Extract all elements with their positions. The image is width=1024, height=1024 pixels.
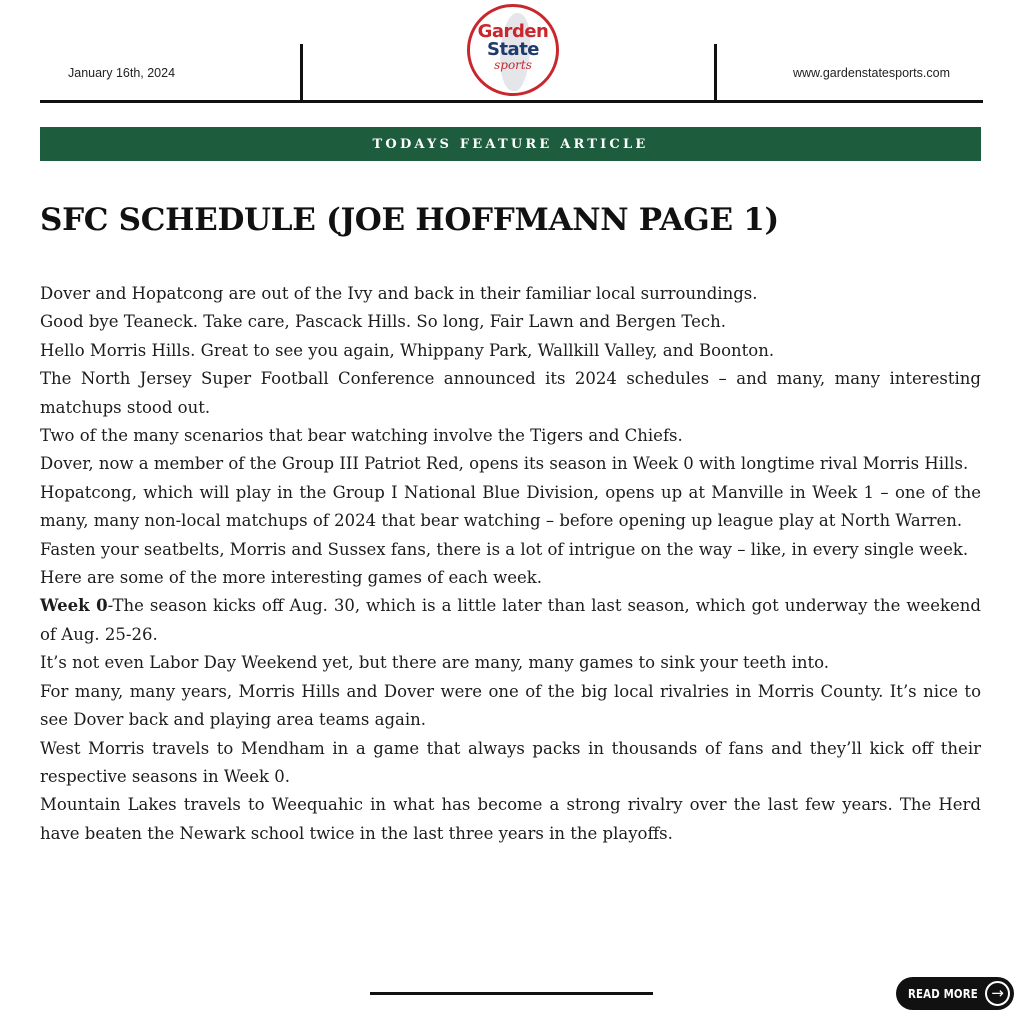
article-body: [40, 280, 981, 848]
paragraph-text: Two of the many scenarios that bear watching involve the Tigers and Chiefs.: [40, 426, 683, 446]
paragraph-text: For many, many years, Morris Hills and Dover were one of the big local rivalries in Morris County. It’s nice to see Dover back and playing area teams again.: [40, 681, 981, 730]
paragraph-text: Dover, now a member of the Group III Patriot Red, opens its season in Week 0 with longtime rival Morris Hills.: [40, 454, 969, 474]
garden-state-sports-logo[interactable]: [467, 4, 559, 96]
article-paragraph: [40, 649, 981, 677]
paragraph-text: It’s not even Labor Day Weekend yet, but there are many, many games to sink your teeth into.: [40, 653, 830, 673]
masthead-divider-left: [300, 44, 303, 102]
article-headline: SFC SCHEDULE (JOE HOFFMANN PAGE 1): [40, 202, 779, 238]
article-paragraph: [40, 536, 981, 564]
paragraph-text: Mountain Lakes travels to Weequahic in what has become a strong rivalry over the last few years. The Herd have beaten the Newark school twice in the last three years in the playoffs.: [40, 795, 981, 843]
paragraph-text: Here are some of the more interesting games of each week.: [40, 568, 543, 588]
logo-line-3: sports: [494, 58, 532, 72]
paragraph-text: Fasten your seatbelts, Morris and Sussex fans, there is a lot of intrigue on the way – like, in every single week.: [40, 539, 969, 559]
publish-date: January 16th, 2024: [68, 66, 176, 80]
paragraph-text: West Morris travels to Mendham in a game that always packs in thousands of fans and they’ll kick off their respective seasons in Week 0.: [40, 738, 981, 786]
article-paragraph: [40, 735, 981, 792]
paragraph-text: The North Jersey Super Football Conference announced its 2024 schedules – and many, many interesting matchups stood out.: [40, 369, 981, 417]
article-paragraph: [40, 308, 981, 336]
feature-banner: [40, 127, 981, 161]
read-more-button[interactable]: [896, 977, 1014, 1010]
article-paragraph: [40, 450, 981, 478]
read-more-label: READ MORE: [908, 986, 978, 1001]
feature-banner-label: TODAYS FEATURE ARTICLE: [372, 136, 649, 152]
article-paragraph: [40, 422, 981, 450]
article-paragraph: [40, 678, 981, 735]
masthead-rule: [40, 100, 983, 103]
article-paragraph: [40, 365, 981, 422]
paragraph-lead: Week 0: [40, 596, 108, 616]
article-paragraph: [40, 337, 981, 365]
arrow-right-circle-icon: →: [985, 981, 1010, 1006]
paragraph-text: Dover and Hopatcong are out of the Ivy and back in their familiar local surroundings.: [40, 284, 758, 303]
site-url[interactable]: www.gardenstatesports.com: [792, 66, 950, 80]
logo-line-2: State: [486, 39, 540, 60]
masthead: [0, 0, 1024, 104]
paragraph-text: Hello Morris Hills. Great to see you again, Whippany Park, Wallkill Valley, and Boonton.: [40, 340, 775, 360]
article-paragraph: [40, 564, 981, 592]
footer-rule: [370, 992, 653, 995]
article-paragraph: [40, 479, 981, 536]
paragraph-text: -The season kicks off Aug. 30, which is a little later than last season, which got underway the weekend of Aug. 25-26.: [40, 596, 981, 644]
logo-line-1: Garden: [477, 21, 549, 42]
paragraph-text: Hopatcong, which will play in the Group I National Blue Division, opens up at Manville in Week 1 – one of the many, many non-local matchups of 2024 that bear watching – before opening up league play at North Warren.: [40, 482, 981, 531]
article-paragraph: [40, 592, 981, 649]
paragraph-text: Good bye Teaneck. Take care, Pascack Hills. So long, Fair Lawn and Bergen Tech.: [40, 312, 726, 332]
article-paragraph: [40, 280, 981, 308]
article-paragraph: [40, 791, 981, 848]
masthead-divider-right: [714, 44, 717, 102]
